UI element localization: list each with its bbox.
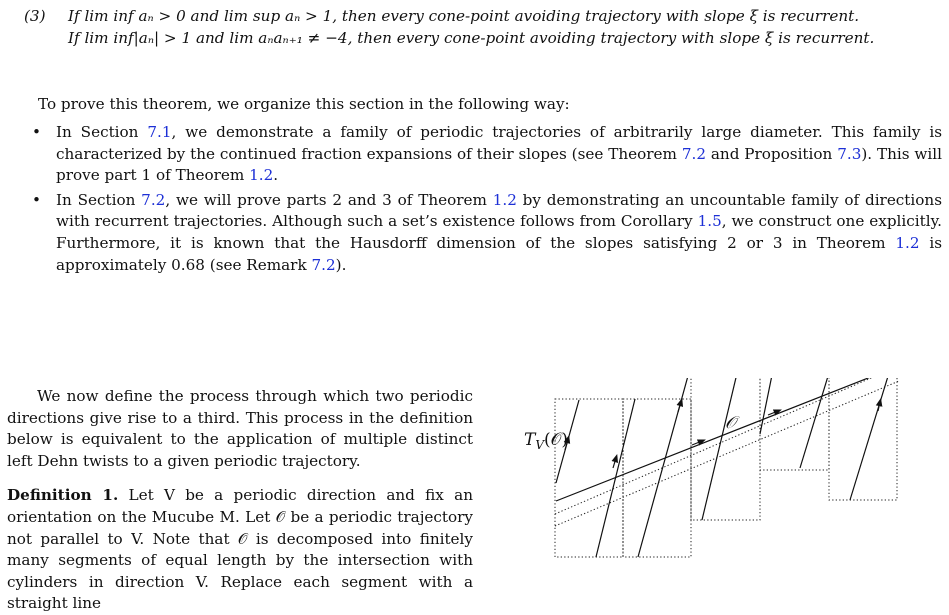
theorem-link[interactable]: 1.2: [249, 166, 274, 185]
twisted-segment: [596, 399, 635, 557]
section-intro: To prove this theorem, we organize this section in the following way:: [38, 95, 570, 113]
trajectory-o: [556, 378, 896, 501]
twisted-segment: [800, 378, 850, 468]
bullet-icon: •: [32, 190, 41, 209]
corollary-link[interactable]: 1.5: [697, 212, 722, 231]
definition-label: Definition 1.: [7, 486, 119, 505]
paragraph: We now define the process through which two periodic directions give rise to a third. This process in the definition below is equivalent to the application of multiple distinct left Dehn twists to a given periodic trajectory.: [7, 387, 473, 470]
left-column: [7, 386, 473, 615]
cylinder-box: [691, 378, 760, 520]
cylinder-box: [760, 378, 829, 470]
twisted-segment: [760, 378, 783, 434]
definition-block: [7, 485, 473, 615]
twisted-segment: [850, 378, 889, 500]
arrow-icon: [678, 402, 681, 412]
theorem-link[interactable]: 1.2: [492, 190, 517, 209]
twisted-segment: [638, 378, 691, 557]
cylinder-box: [829, 378, 897, 500]
trajectory-figure: [488, 378, 928, 594]
proposition-link[interactable]: 7.3: [837, 144, 862, 163]
trajectory-lines: [556, 378, 896, 557]
label-o: 𝒪: [725, 413, 736, 433]
theorem-item-3: [24, 6, 942, 49]
item-3-line-2: If lim inf|aₙ| > 1 and lim aₙaₙ₊₁ ≠ −4, then every cone-point avoiding trajectory with slope ξ is recurrent.: [68, 28, 875, 47]
strip-boundary: [555, 378, 899, 514]
label-tv-o: $T_V(𝒪)$: [524, 430, 568, 452]
definition-text: Let V be a periodic direction and fix an orientation on the Mucube M. Let 𝒪 be a periodic trajectory not parallel to V. Note that 𝒪 is decomposed into finitely many segments of equal length by the intersection with cylinders in direction V. Replace each segment with a straight line: [7, 486, 473, 613]
theorem-link[interactable]: 1.2: [895, 233, 920, 252]
remark-link[interactable]: 7.2: [311, 255, 336, 274]
bullet-list: [18, 122, 942, 279]
list-item: • In Section 7.1, we demonstrate a family of periodic trajectories of arbitrarily large diameter. This family is characterized by the continued fraction expansions of their slopes (see Theorem 7.2 and Proposition 7.3). This will prove part 1 of Theorem 1.2.: [32, 123, 942, 185]
twisted-segment: [702, 378, 739, 520]
bullet-icon: •: [32, 123, 41, 141]
item-3-line-1: If lim inf aₙ > 0 and lim sup aₙ > 1, then every cone-point avoiding trajectory with slope ξ is recurrent.: [68, 7, 860, 25]
strip-boundary: [555, 381, 899, 526]
theorem-link[interactable]: 7.2: [681, 144, 706, 163]
section-link[interactable]: 7.2: [141, 190, 166, 209]
arrow-icon: [613, 458, 616, 468]
section-link[interactable]: 7.1: [147, 123, 172, 141]
item-number: (3): [24, 7, 46, 25]
cylinder-boxes: [555, 378, 899, 557]
cylinder-box: [623, 399, 691, 557]
list-item: • In Section 7.2, we will prove parts 2 and 3 of Theorem 1.2 by demonstrating an uncountable family of directions with recurrent trajectories. Although such a set’s existence follows from Corollary 1.5, we construct one explicitly. Furthermore, it is known that the Hausdorff dimension of the slopes satisfying 2 or 3 in Theorem 1.2 is approximately 0.68 (see Remark 7.2).: [32, 190, 942, 274]
